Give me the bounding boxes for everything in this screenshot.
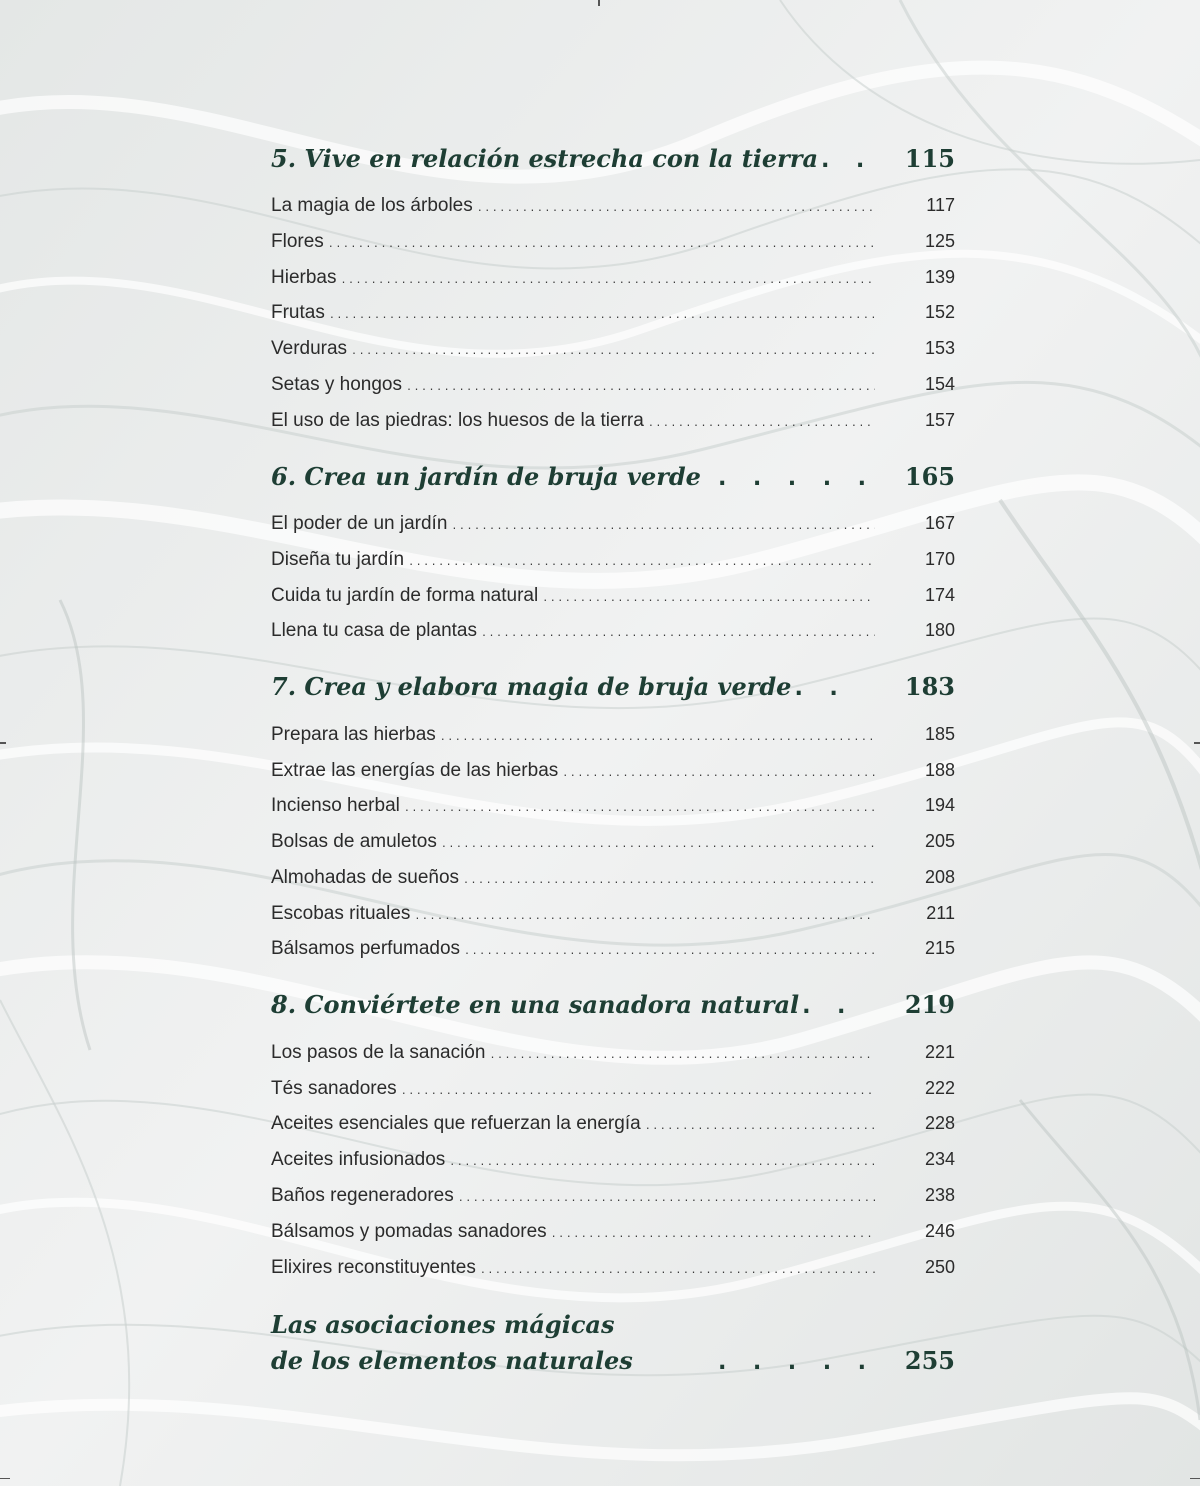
dot-leader bbox=[451, 521, 875, 532]
toc-entry[interactable] bbox=[271, 831, 955, 861]
chapter-page-number: 165 bbox=[904, 462, 955, 491]
entry-title: Incienso herbal bbox=[271, 795, 400, 816]
crop-mark-bottom-right bbox=[1190, 1478, 1200, 1479]
entry-title: La magia de los árboles bbox=[271, 195, 473, 216]
dot-leader bbox=[340, 275, 875, 286]
toc-entry[interactable] bbox=[271, 1221, 955, 1251]
toc-entry[interactable] bbox=[271, 585, 955, 615]
dot-leader bbox=[551, 1229, 875, 1240]
dot-leader bbox=[648, 418, 875, 429]
chapter-page-number: 219 bbox=[904, 990, 955, 1019]
entry-page-number: 180 bbox=[924, 620, 955, 640]
dot-leader bbox=[441, 839, 875, 850]
entry-title: Bolsas de amuletos bbox=[271, 831, 437, 852]
toc-entry[interactable] bbox=[271, 1185, 955, 1215]
entry-page-number: 188 bbox=[924, 760, 955, 780]
dot-leader bbox=[401, 1086, 875, 1097]
dot-leader bbox=[464, 946, 875, 957]
entry-page-number: 125 bbox=[924, 231, 955, 251]
entry-title: Los pasos de la sanación bbox=[271, 1042, 486, 1063]
entry-page-number: 208 bbox=[924, 867, 955, 887]
entry-page-number: 215 bbox=[924, 938, 955, 958]
toc-entry[interactable] bbox=[271, 760, 955, 790]
dot-leader bbox=[645, 1121, 875, 1132]
chapter-heading[interactable] bbox=[271, 990, 955, 1030]
dot-leader bbox=[406, 382, 875, 393]
entry-title: Diseña tu jardín bbox=[271, 549, 405, 570]
dot-leader bbox=[791, 673, 865, 701]
entry-title: Tés sanadores bbox=[271, 1078, 397, 1099]
dot-leader bbox=[542, 593, 875, 604]
entry-title: El uso de las piedras: los huesos de la tierra bbox=[271, 410, 644, 431]
dot-leader bbox=[328, 239, 875, 250]
chapter-heading[interactable] bbox=[271, 462, 955, 502]
toc-entry[interactable] bbox=[271, 867, 955, 897]
entry-page-number: 211 bbox=[926, 903, 955, 923]
entry-page-number: 154 bbox=[924, 374, 955, 394]
crop-mark-right bbox=[1194, 742, 1200, 744]
toc-entry[interactable] bbox=[271, 267, 955, 297]
toc-entry[interactable] bbox=[271, 1042, 955, 1072]
entry-page-number: 222 bbox=[924, 1078, 955, 1098]
crop-mark-bottom-left bbox=[0, 1478, 10, 1479]
entry-title: Baños regeneradores bbox=[271, 1185, 454, 1206]
toc-entry[interactable] bbox=[271, 1149, 955, 1179]
entry-page-number: 221 bbox=[924, 1042, 955, 1062]
toc-entry[interactable] bbox=[271, 338, 955, 368]
entry-title: Bálsamos y pomadas sanadores bbox=[271, 1221, 547, 1242]
final-section-title-line1: Las asociaciones mágicas bbox=[271, 1310, 615, 1339]
entry-page-number: 185 bbox=[924, 724, 955, 744]
chapter-page-number: 183 bbox=[904, 672, 955, 701]
dot-leader bbox=[489, 1050, 875, 1061]
dot-leader bbox=[715, 1347, 865, 1375]
entry-page-number: 174 bbox=[924, 585, 955, 605]
entry-page-number: 194 bbox=[924, 795, 955, 815]
entry-page-number: 246 bbox=[924, 1221, 955, 1241]
chapter-heading[interactable] bbox=[271, 144, 955, 184]
dot-leader bbox=[404, 803, 875, 814]
entry-title: Setas y hongos bbox=[271, 374, 402, 395]
dot-leader bbox=[562, 768, 875, 779]
entry-title: Aceites infusionados bbox=[271, 1149, 446, 1170]
toc-entry[interactable] bbox=[271, 1078, 955, 1108]
entry-page-number: 170 bbox=[924, 549, 955, 569]
entry-title: Frutas bbox=[271, 302, 325, 323]
dot-leader bbox=[715, 463, 865, 491]
entry-title: Escobas rituales bbox=[271, 903, 411, 924]
dot-leader bbox=[481, 628, 875, 639]
dot-leader bbox=[458, 1193, 875, 1204]
entry-page-number: 205 bbox=[924, 831, 955, 851]
dot-leader bbox=[449, 1157, 875, 1168]
entry-page-number: 238 bbox=[924, 1185, 955, 1205]
entry-page-number: 250 bbox=[924, 1257, 955, 1277]
entry-page-number: 167 bbox=[924, 513, 955, 533]
toc-entry[interactable] bbox=[271, 1257, 955, 1287]
toc-entry[interactable] bbox=[271, 620, 955, 650]
entry-title: Bálsamos perfumados bbox=[271, 938, 461, 959]
entry-page-number: 139 bbox=[924, 267, 955, 287]
chapter-title: 7. Crea y elabora magia de bruja verde bbox=[271, 672, 792, 701]
entry-page-number: 153 bbox=[924, 338, 955, 358]
final-section-heading[interactable] bbox=[271, 1310, 955, 1386]
entry-title: Aceites esenciales que refuerzan la energía bbox=[271, 1113, 641, 1134]
entry-page-number: 234 bbox=[924, 1149, 955, 1169]
dot-leader bbox=[414, 911, 875, 922]
entry-title: El poder de un jardín bbox=[271, 513, 448, 534]
chapter-title: 8. Conviértete en una sanadora natural bbox=[271, 990, 800, 1019]
entry-page-number: 117 bbox=[926, 195, 955, 215]
dot-leader bbox=[440, 732, 875, 743]
chapter-title: 6. Crea un jardín de bruja verde bbox=[271, 462, 701, 491]
dot-leader bbox=[799, 991, 865, 1019]
dot-leader bbox=[329, 310, 875, 321]
crop-mark-left bbox=[0, 742, 6, 744]
entry-title: Almohadas de sueños bbox=[271, 867, 460, 888]
entry-title: Prepara las hierbas bbox=[271, 724, 436, 745]
toc-entry[interactable] bbox=[271, 231, 955, 261]
entry-title: Elixires reconstituyentes bbox=[271, 1257, 476, 1278]
dot-leader bbox=[408, 557, 875, 568]
entry-title: Verduras bbox=[271, 338, 348, 359]
toc-entry[interactable] bbox=[271, 795, 955, 825]
toc-entry[interactable] bbox=[271, 1113, 955, 1143]
dot-leader bbox=[480, 1265, 875, 1276]
entry-title: Extrae las energías de las hierbas bbox=[271, 760, 559, 781]
entry-page-number: 228 bbox=[924, 1113, 955, 1133]
final-section-title-line2: de los elementos naturales bbox=[271, 1346, 633, 1375]
toc-entry[interactable] bbox=[271, 302, 955, 332]
toc-entry[interactable] bbox=[271, 938, 955, 968]
entry-title: Llena tu casa de plantas bbox=[271, 620, 477, 641]
toc-entry[interactable] bbox=[271, 410, 955, 440]
toc-entry[interactable] bbox=[271, 724, 955, 754]
dot-leader bbox=[477, 203, 875, 214]
entry-page-number: 152 bbox=[924, 302, 955, 322]
entry-title: Hierbas bbox=[271, 267, 337, 288]
chapter-title: 5. Vive en relación estrecha con la tierra bbox=[271, 144, 819, 173]
chapter-page-number: 115 bbox=[904, 144, 955, 173]
entry-page-number: 157 bbox=[924, 410, 955, 430]
entry-title: Cuida tu jardín de forma natural bbox=[271, 585, 539, 606]
toc-entry[interactable] bbox=[271, 513, 955, 543]
dot-leader bbox=[463, 875, 875, 886]
final-section-page-number: 255 bbox=[904, 1346, 955, 1375]
dot-leader bbox=[351, 346, 875, 357]
dot-leader bbox=[818, 145, 865, 173]
final-section-line2-row bbox=[271, 1346, 955, 1386]
entry-title: Flores bbox=[271, 231, 324, 252]
toc-entry[interactable] bbox=[271, 549, 955, 579]
table-of-contents bbox=[271, 0, 955, 1486]
toc-entry[interactable] bbox=[271, 903, 955, 933]
toc-entry[interactable] bbox=[271, 195, 955, 225]
toc-entry[interactable] bbox=[271, 374, 955, 404]
chapter-heading[interactable] bbox=[271, 672, 955, 712]
